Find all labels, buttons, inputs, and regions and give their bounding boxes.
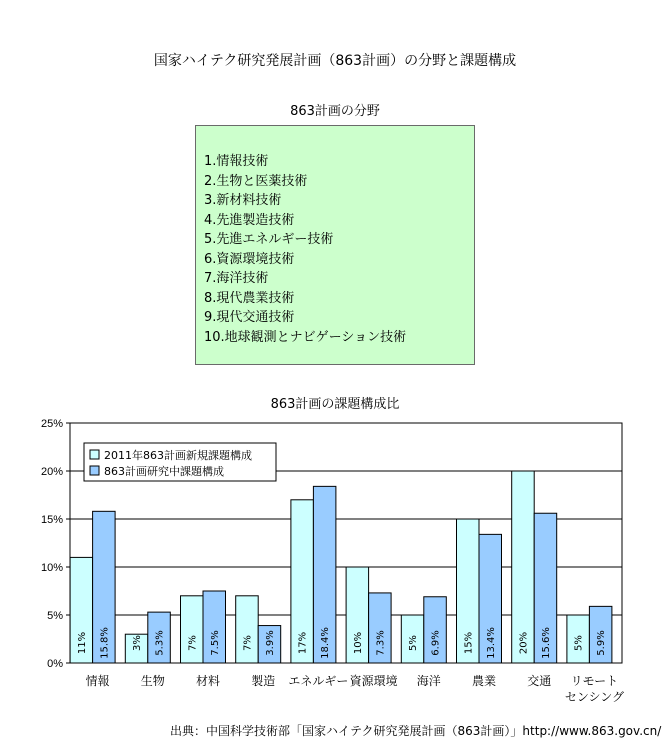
field-item: 3.新材料技術 — [204, 193, 282, 208]
data-label: 5.3% — [154, 630, 166, 656]
legend-label: 2011年863計画新規課題構成 — [104, 449, 252, 462]
data-label: 7.5% — [209, 630, 221, 656]
data-label: 15% — [463, 631, 475, 655]
data-label: 15.8% — [99, 627, 111, 659]
data-label: 5.9% — [596, 630, 608, 656]
x-tick-label: 材料 — [195, 674, 221, 688]
data-label: 3% — [132, 635, 144, 651]
data-label: 6.9% — [430, 630, 442, 656]
x-tick-label: 農業 — [471, 674, 497, 688]
data-label: 3.9% — [264, 630, 276, 656]
field-item: 1.情報技術 — [204, 154, 269, 169]
data-label: 10% — [352, 631, 364, 655]
y-tick-label: 10% — [40, 562, 63, 574]
y-tick-label: 15% — [40, 514, 63, 526]
legend-swatch-ongoing — [90, 466, 99, 475]
data-label: 11% — [76, 631, 88, 655]
data-label: 7% — [187, 635, 199, 651]
data-label: 7.3% — [375, 630, 387, 656]
field-item: 10.地球観測とナビゲーション技術 — [204, 329, 407, 345]
data-label: 13.4% — [485, 627, 497, 659]
legend-label: 863計画研究中課題構成 — [104, 465, 224, 478]
field-item: 7.海洋技術 — [204, 271, 269, 286]
x-tick-label: 生物 — [140, 674, 165, 688]
fields-list — [204, 152, 474, 347]
bar-chart — [0, 410, 670, 710]
y-tick-label: 5% — [47, 610, 63, 622]
legend-swatch-2011 — [90, 450, 99, 459]
field-item: 4.先進製造技術 — [204, 212, 295, 228]
data-label: 18.4% — [320, 627, 332, 659]
chart-title: 863計画の課題構成比 — [270, 397, 400, 412]
source-citation: 出典：中国科学技術部「国家ハイテク研究発展計画（863計画）」http://www.863.gov.cn/ — [170, 724, 662, 738]
x-tick-label: エネルギー — [288, 674, 349, 688]
data-label: 5% — [408, 635, 420, 651]
data-label: 7% — [242, 635, 254, 651]
field-item: 6.資源環境技術 — [204, 251, 295, 267]
fields-box — [195, 125, 475, 365]
x-tick-label: 資源環境 — [349, 674, 398, 688]
data-label: 20% — [518, 631, 530, 655]
x-tick-label: 情報 — [85, 674, 110, 688]
page-title: 国家ハイテク研究発展計画（863計画）の分野と課題構成 — [153, 53, 517, 69]
x-tick-label: センシング — [564, 690, 624, 704]
data-label: 15.6% — [540, 627, 552, 659]
y-tick-label: 25% — [40, 418, 63, 430]
x-tick-label: 海洋 — [416, 674, 441, 688]
data-label: 5% — [573, 635, 585, 651]
y-tick-label: 0% — [47, 658, 63, 670]
field-item: 8.現代農業技術 — [204, 290, 295, 306]
x-tick-label: 交通 — [527, 674, 552, 688]
x-tick-label: 製造 — [251, 674, 276, 688]
field-item: 5.先進エネルギー技術 — [204, 232, 334, 247]
field-item: 9.現代交通技術 — [204, 310, 295, 325]
data-label: 17% — [297, 631, 309, 655]
y-tick-label: 20% — [40, 466, 63, 478]
bar-series-2011 — [236, 596, 259, 663]
x-tick-label: リモート — [570, 674, 619, 688]
bar-series-2011 — [181, 596, 204, 663]
fields-title: 863計画の分野 — [290, 104, 380, 119]
field-item: 2.生物と医薬技術 — [204, 173, 308, 189]
